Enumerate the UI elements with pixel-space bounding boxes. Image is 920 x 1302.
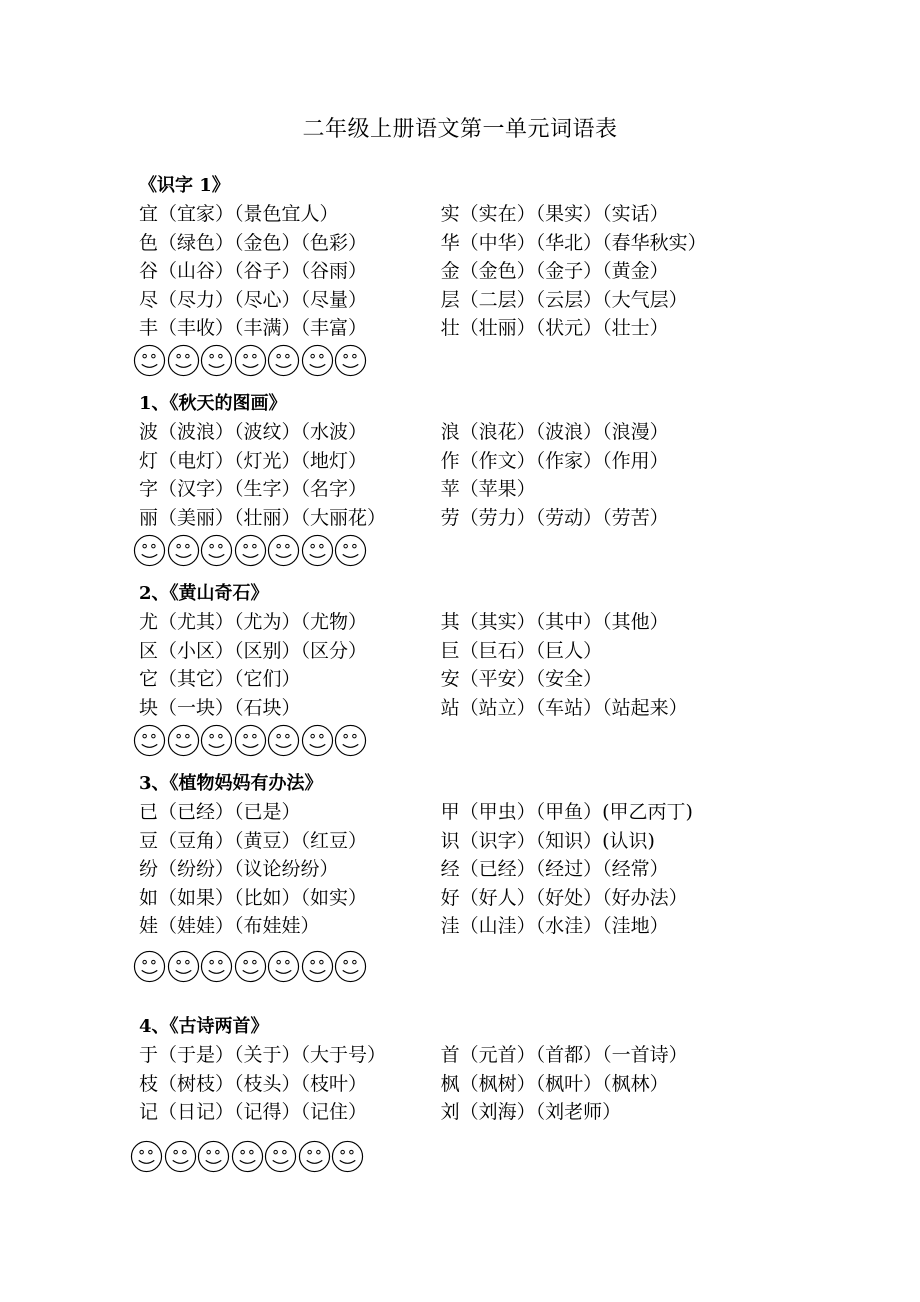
word-entry-right: 识（识字）（知识）(认识) [440,829,655,852]
word-entry-right: 实（实在）（果实）（实话） [440,203,669,225]
word-entry-right: 好（好人）（好处）（好办法） [440,886,688,909]
word-entry-right: 劳（劳力）（劳动）（劳苦） [440,506,669,529]
section-heading: 3、《植物妈妈有办法》 [139,773,323,794]
word-row [139,418,779,447]
word-entry-right: 巨（巨石）（巨人） [440,639,603,662]
smiley-face-icon [200,534,233,567]
word-row [139,314,779,343]
word-entry-right: 华（中华）（华北）（春华秋实） [440,231,707,254]
word-entry-left: 色（绿色）（金色）（色彩） [139,231,368,254]
word-row [139,855,779,884]
smiley-face-icon [301,950,334,983]
word-entry-left: 尽（尽力）（尽心）（尽量） [139,288,368,311]
word-entry-right: 苹（苹果） [440,478,536,500]
word-entry-left: 于（于是）（关于）（大于号） [139,1044,387,1066]
word-entry-left: 字（汉字）（生字）（名字） [139,478,368,500]
word-entry-left: 它（其它）（它们） [139,668,301,690]
smiley-face-icon [267,724,300,757]
smiley-row [133,532,779,568]
word-entry-left: 豆（豆角）（黄豆）（红豆） [139,829,368,852]
word-entry-right: 安（平安）（安全） [440,668,603,690]
word-entry-right: 其（其实）（其中）（其他） [440,611,669,633]
smiley-face-icon [267,950,300,983]
word-entry-left: 丰（丰收）（丰满）（丰富） [139,317,368,339]
word-row [139,798,779,827]
word-entry-left: 区（小区）（区别）（区分） [139,639,368,662]
smiley-face-icon [200,950,233,983]
word-row [139,504,779,533]
word-entry-right: 站（站立）（车站）（站起来） [440,696,688,719]
word-row [139,1041,779,1070]
word-entry-left: 纷（纷纷）（议论纷纷） [139,858,339,880]
word-row [139,1098,779,1127]
word-entry-left: 波（波浪）（波纹）（水波） [139,421,368,443]
page-title: 二年级上册语文第一单元词语表 [302,117,618,142]
smiley-face-icon [164,1140,197,1173]
section-heading: 《识字 1》 [139,175,230,196]
word-row [139,1070,779,1099]
smiley-face-icon [133,534,166,567]
smiley-face-icon [334,534,367,567]
word-row [139,912,779,941]
section-shizi-1 [139,172,779,379]
word-entry-right: 壮（壮丽）（状元）（壮士） [440,317,669,339]
smiley-face-icon [267,534,300,567]
section-plant-mother [139,770,779,985]
smiley-face-icon [231,1140,264,1173]
word-entry-left: 娃（娃娃）（布娃娃） [139,915,320,937]
smiley-face-icon [264,1140,297,1173]
section-autumn-picture [139,390,779,568]
smiley-face-icon [334,724,367,757]
smiley-face-icon [234,534,267,567]
smiley-face-icon [130,1140,163,1173]
word-entry-right: 经（已经）（经过）（经常） [440,858,669,880]
word-entry-left: 丽（美丽）（壮丽）（大丽花） [139,506,387,529]
smiley-face-icon [200,344,233,377]
word-row [139,637,779,666]
smiley-face-icon [133,344,166,377]
smiley-face-icon [234,344,267,377]
smiley-row [133,722,779,758]
smiley-face-icon [133,724,166,757]
smiley-face-icon [301,534,334,567]
smiley-face-icon [167,950,200,983]
word-row [139,257,779,286]
smiley-face-icon [200,724,233,757]
word-row [139,665,779,694]
word-row [139,200,779,229]
word-row [139,229,779,258]
word-entry-left: 宜（宜家）（景色宜人） [139,203,339,225]
word-entry-left: 枝（树枝）（枝头）（枝叶） [139,1072,368,1095]
word-entry-left: 谷（山谷）（谷子）（谷雨） [139,260,368,282]
word-entry-right: 首（元首）（首都）（一首诗） [440,1044,688,1066]
smiley-face-icon [167,344,200,377]
smiley-face-icon [301,344,334,377]
smiley-face-icon [167,724,200,757]
section-heading: 2、《黄山奇石》 [139,583,269,604]
smiley-face-icon [133,950,166,983]
smiley-face-icon [234,950,267,983]
word-entry-right: 洼（山洼）（水洼）（洼地） [440,915,669,937]
smiley-face-icon [334,344,367,377]
smiley-row [133,343,779,379]
word-entry-right: 甲（甲虫）（甲鱼）(甲乙丙丁) [440,801,693,823]
word-row [139,827,779,856]
smiley-face-icon [167,534,200,567]
smiley-face-icon [234,724,267,757]
word-entry-left: 已（已经）（已是） [139,801,301,823]
smiley-face-icon [298,1140,331,1173]
section-heading: 4、《古诗两首》 [139,1016,269,1037]
word-entry-left: 记（日记）（记得）（记住） [139,1101,368,1123]
word-entry-right: 层（二层）（云层）（大气层） [440,288,688,311]
smiley-face-icon [267,344,300,377]
smiley-face-icon [301,724,334,757]
smiley-face-icon [331,1140,364,1173]
section-huangshan-rocks [139,580,779,758]
section-heading: 1、《秋天的图画》 [139,393,287,414]
word-entry-left: 如（如果）（比如）（如实） [139,886,368,909]
smiley-face-icon [197,1140,230,1173]
smiley-row [133,949,779,985]
word-entry-left: 块（一块）（石块） [139,696,301,719]
word-row [139,475,779,504]
word-entry-left: 灯（电灯）（灯光）（地灯） [139,449,368,472]
section-two-ancient-poems [139,1013,779,1175]
word-entry-right: 浪（浪花）（波浪）（浪漫） [440,421,669,443]
word-row [139,286,779,315]
word-row [139,884,779,913]
word-row [139,447,779,476]
word-entry-right: 作（作文）（作家）（作用） [440,449,669,472]
smiley-face-icon [334,950,367,983]
word-entry-right: 金（金色）（金子）（黄金） [440,260,669,282]
word-entry-left: 尤（尤其）（尤为）（尤物） [139,611,368,633]
word-entry-right: 刘（刘海）（刘老师） [440,1101,622,1123]
word-row [139,694,779,723]
word-row [139,608,779,637]
smiley-row [130,1139,779,1175]
word-entry-right: 枫（枫树）（枫叶）（枫林） [440,1072,669,1095]
